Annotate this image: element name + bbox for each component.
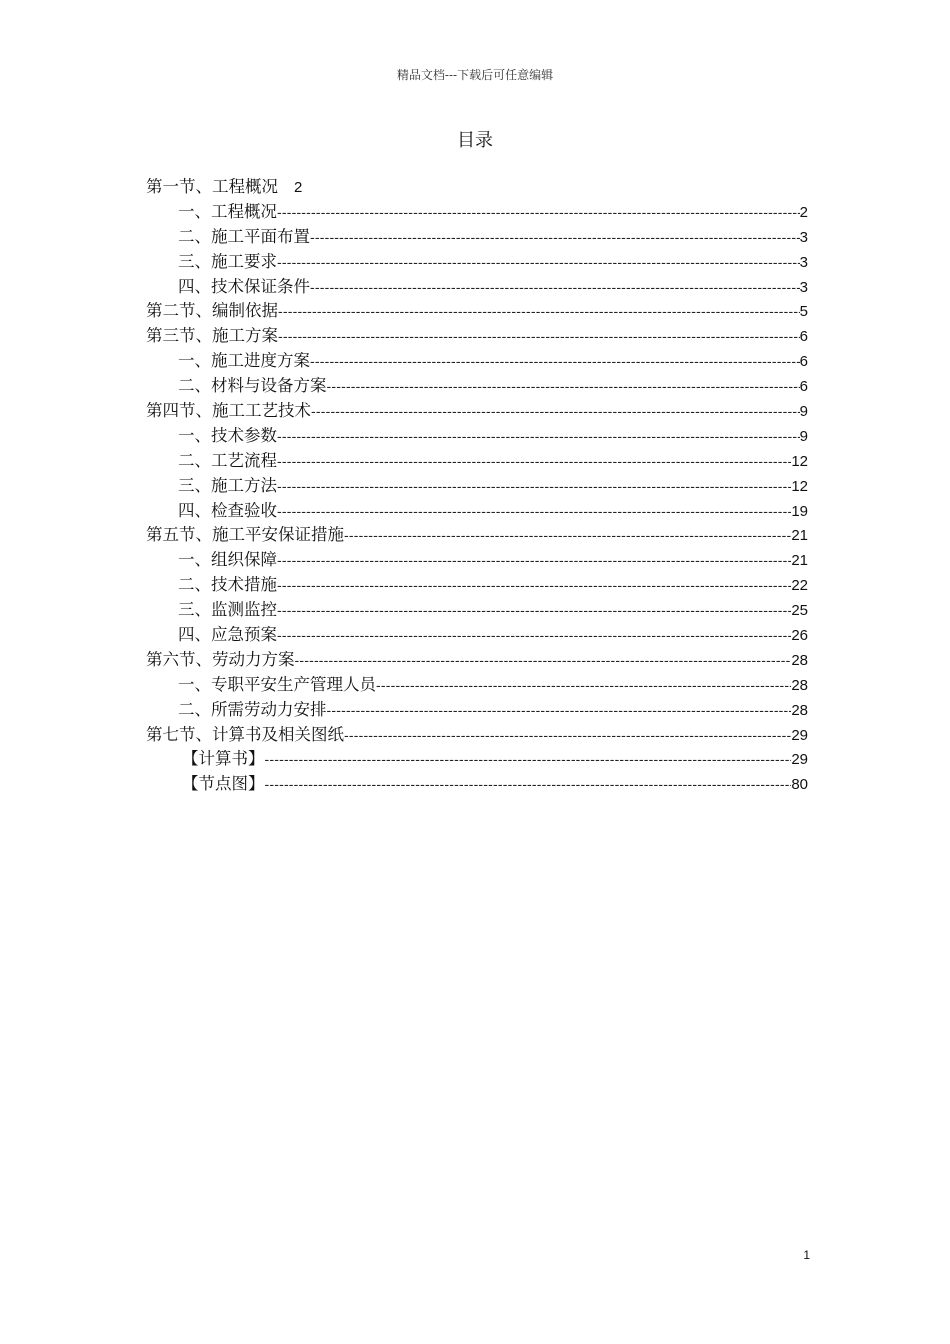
toc-leader-dashes xyxy=(277,623,791,648)
toc-entry-label: 二、所需劳动力安排 xyxy=(178,699,327,719)
page-header: 精品文档---下载后可任意编辑 xyxy=(396,68,554,82)
toc-entry[interactable] xyxy=(146,175,808,200)
toc-leader-dashes xyxy=(327,698,792,723)
toc-entry-label: 第七节、计算书及相关图纸 xyxy=(146,724,344,744)
toc-leader-dashes xyxy=(327,374,800,399)
toc-entry-label: 第三节、施工方案 xyxy=(146,326,278,346)
toc-entry[interactable] xyxy=(146,299,808,324)
toc-leader-dashes xyxy=(277,573,791,598)
toc-entry-label: 三、监测监控 xyxy=(178,600,277,620)
toc-entry-label: 第五节、施工平安保证措施 xyxy=(146,525,344,545)
toc-entry-page: 3 xyxy=(799,253,808,271)
page-number: 1 xyxy=(803,1248,810,1262)
toc-leader-dashes xyxy=(376,673,791,698)
toc-leader-dashes xyxy=(310,225,800,250)
toc-title: 目录 xyxy=(457,130,493,151)
toc-entry[interactable] xyxy=(146,523,808,548)
toc-entry-page: 3 xyxy=(799,278,808,296)
toc-entry[interactable] xyxy=(146,349,808,374)
toc-entry-page: 29 xyxy=(791,726,808,744)
toc-leader-dashes xyxy=(277,200,800,225)
toc-entry-page: 25 xyxy=(791,602,808,620)
toc-entry-page: 21 xyxy=(791,552,808,570)
toc-entry[interactable] xyxy=(146,200,808,225)
toc-leader-dashes xyxy=(277,449,791,474)
toc-entry-label: 二、施工平面布置 xyxy=(178,226,310,246)
toc-entry-label: 四、技术保证条件 xyxy=(178,276,310,296)
toc-entry[interactable] xyxy=(146,747,808,772)
toc-leader-dashes xyxy=(277,250,800,275)
toc-leader-dashes xyxy=(265,747,792,772)
toc-entry[interactable] xyxy=(146,623,808,648)
toc-entry-label: 一、工程概况 xyxy=(178,201,277,221)
toc-entry-page: 6 xyxy=(799,378,808,396)
table-of-contents xyxy=(146,175,808,797)
toc-entry-label: 三、施工方法 xyxy=(178,475,277,495)
toc-entry-label: 四、检查验收 xyxy=(178,500,277,520)
toc-entry-page: 80 xyxy=(791,776,808,794)
toc-entry[interactable] xyxy=(146,723,808,748)
toc-entry-page: 21 xyxy=(791,527,808,545)
toc-entry-page: 28 xyxy=(791,701,808,719)
toc-entry[interactable] xyxy=(146,324,808,349)
toc-entry-label: 二、技术措施 xyxy=(178,575,277,595)
toc-entry-label: 一、组织保障 xyxy=(178,550,277,570)
toc-entry-page: 22 xyxy=(791,577,808,595)
toc-entry-page: 28 xyxy=(791,651,808,669)
toc-entry-label: 【计算书】 xyxy=(182,749,265,769)
toc-entry[interactable] xyxy=(146,698,808,723)
toc-leader-dashes xyxy=(277,474,791,499)
toc-entry[interactable] xyxy=(146,548,808,573)
toc-entry[interactable] xyxy=(146,275,808,300)
toc-leader-dashes xyxy=(311,399,800,424)
toc-entry[interactable] xyxy=(146,449,808,474)
toc-entry-page: 9 xyxy=(799,403,808,421)
toc-entry-page: 3 xyxy=(799,228,808,246)
toc-entry-label: 第一节、工程概况 xyxy=(146,177,278,196)
toc-entry[interactable] xyxy=(146,573,808,598)
toc-entry-label: 三、施工要求 xyxy=(178,251,277,271)
toc-entry[interactable] xyxy=(146,225,808,250)
toc-entry-label: 第六节、劳动力方案 xyxy=(146,649,295,669)
toc-entry[interactable] xyxy=(146,250,808,275)
toc-entry-label: 一、专职平安生产管理人员 xyxy=(178,674,376,694)
toc-leader-dashes xyxy=(295,648,792,673)
toc-entry-label: 四、应急预案 xyxy=(178,625,277,645)
toc-entry-page: 9 xyxy=(799,427,808,445)
toc-entry-label: 一、施工进度方案 xyxy=(178,351,310,371)
toc-entry[interactable] xyxy=(146,772,808,797)
toc-entry[interactable] xyxy=(146,673,808,698)
toc-leader-dashes xyxy=(277,598,791,623)
toc-leader-dashes xyxy=(265,772,792,797)
toc-leader-dashes xyxy=(277,548,791,573)
toc-entry-page: 5 xyxy=(799,303,808,321)
toc-entry-page: 6 xyxy=(799,328,808,346)
toc-entry[interactable] xyxy=(146,499,808,524)
toc-leader-dashes xyxy=(278,324,800,349)
toc-entry-page: 28 xyxy=(791,676,808,694)
toc-entry-label: 第四节、施工工艺技术 xyxy=(146,401,311,421)
toc-leader-dashes xyxy=(344,723,791,748)
toc-leader-dashes xyxy=(278,299,800,324)
toc-entry-page: 26 xyxy=(791,627,808,645)
toc-leader-dashes xyxy=(344,523,791,548)
toc-entry-label: 【节点图】 xyxy=(182,774,265,794)
toc-leader-dashes xyxy=(310,349,800,374)
toc-entry-page: 2 xyxy=(799,203,808,221)
toc-leader-dashes xyxy=(277,424,800,449)
toc-leader-dashes xyxy=(277,499,791,524)
toc-entry-page: 19 xyxy=(791,502,808,520)
toc-entry-label: 二、工艺流程 xyxy=(178,450,277,470)
toc-entry-page: 12 xyxy=(791,477,808,495)
toc-entry-page: 12 xyxy=(791,452,808,470)
toc-entry-label: 一、技术参数 xyxy=(178,425,277,445)
toc-entry[interactable] xyxy=(146,374,808,399)
toc-entry-label: 第二节、编制依据 xyxy=(146,301,278,321)
toc-entry[interactable] xyxy=(146,399,808,424)
toc-entry-page: 2 xyxy=(294,179,303,196)
toc-entry[interactable] xyxy=(146,424,808,449)
toc-entry[interactable] xyxy=(146,598,808,623)
toc-leader-dashes xyxy=(310,275,800,300)
toc-entry[interactable] xyxy=(146,648,808,673)
toc-entry[interactable] xyxy=(146,474,808,499)
toc-entry-page: 29 xyxy=(791,751,808,769)
toc-entry-label: 二、材料与设备方案 xyxy=(178,376,327,396)
toc-entry-page: 6 xyxy=(799,353,808,371)
